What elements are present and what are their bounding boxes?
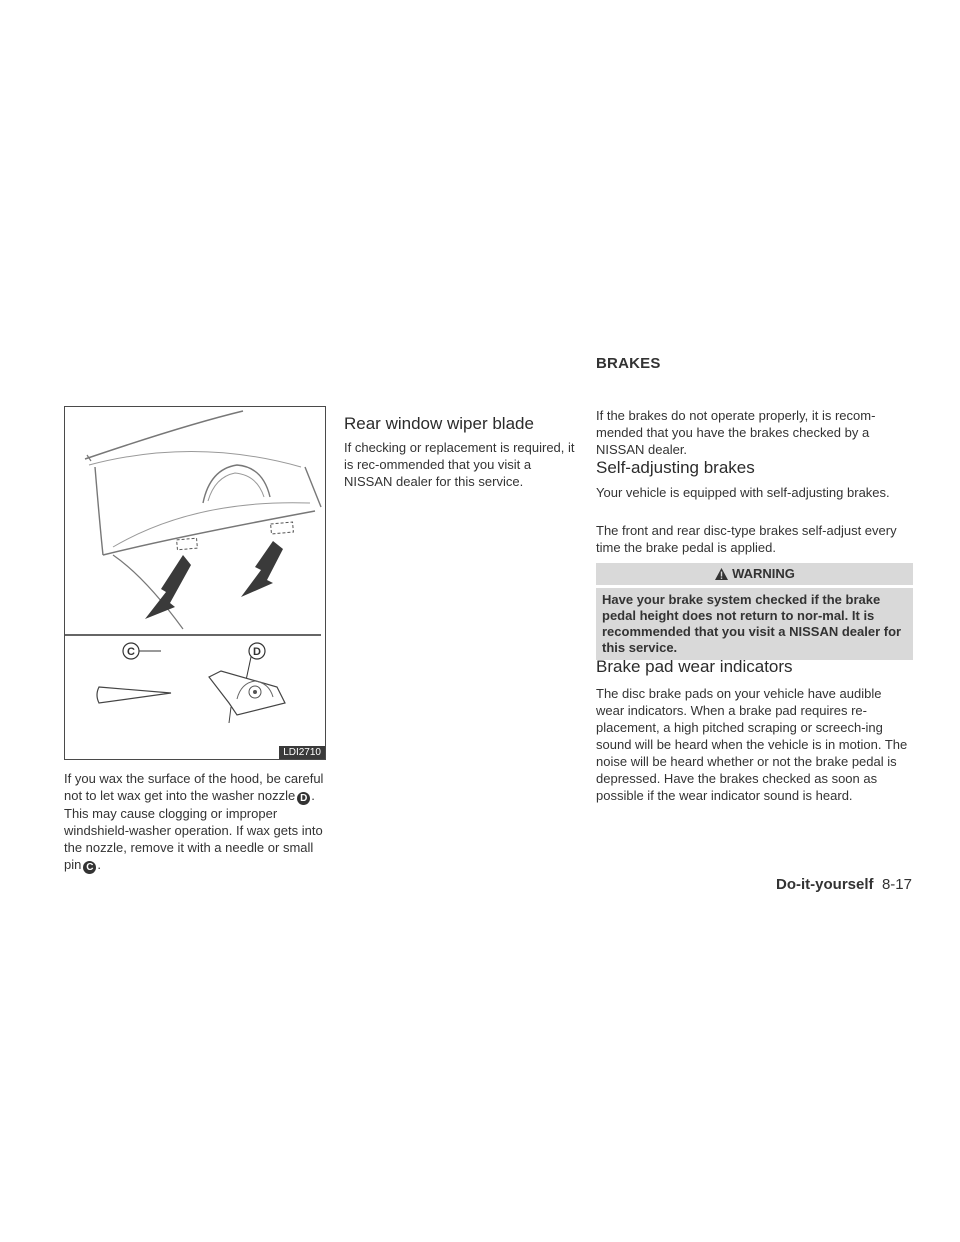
self-adjusting-para-1: Your vehicle is equipped with self-adjusting brakes.	[596, 485, 890, 500]
warning-triangle-icon	[714, 567, 729, 581]
ref-c-badge: C	[83, 861, 96, 874]
wax-text-2: . This may cause clogging or improper windshield-washer operation. If wax gets into the nozzle, remove it with a needle or small pin	[64, 788, 323, 872]
rear-wiper-heading: Rear window wiper blade	[344, 414, 534, 433]
rear-wiper-paragraph: If checking or replacement is required, it is rec-ommended that you visit a NISSAN dealer for this service.	[344, 440, 575, 489]
self-adjusting-heading: Self-adjusting brakes	[596, 458, 755, 477]
warning-text: Have your brake system checked if the brake pedal height does not return to nor-mal. It is recommended that you visit a NISSAN dealer for this service.	[596, 588, 913, 660]
brakes-intro-paragraph: If the brakes do not operate properly, it is recom-mended that you have the brakes checked by a NISSAN dealer.	[596, 408, 876, 457]
hood-washer-nozzle-figure	[64, 406, 326, 760]
pad-wear-paragraph: The disc brake pads on your vehicle have audible wear indicators. When a brake pad requires re-placement, a high pitched scraping or screech-ing sound will be heard when the vehicle is in motion. The noise will be heard whether or not the brake pedal is depressed. Have the brakes checked as soon as possible if the wear indicator sound is heard.	[596, 686, 908, 803]
warning-header	[596, 563, 913, 585]
callout-c: C	[127, 646, 135, 658]
page-footer	[776, 876, 912, 894]
warning-title: WARNING	[732, 566, 795, 581]
self-adjusting-para-2: The front and rear disc-type brakes self-adjust every time the brake pedal is applied.	[596, 523, 897, 555]
figure-label: LDI2710	[279, 746, 325, 759]
section-title: BRAKES	[596, 355, 661, 372]
wax-text-3: .	[97, 857, 101, 872]
footer-page-number: 8-17	[881, 876, 912, 893]
wax-text-1: If you wax the surface of the hood, be careful not to let wax get into the washer nozzle	[64, 771, 324, 803]
pad-wear-heading: Brake pad wear indicators	[596, 657, 793, 676]
wax-caution-paragraph	[64, 770, 326, 874]
callout-d: D	[253, 646, 261, 658]
ref-d-badge: D	[297, 792, 310, 805]
hood-nozzle-illustration	[65, 407, 325, 759]
footer-chapter: Do-it-yourself	[776, 876, 874, 893]
